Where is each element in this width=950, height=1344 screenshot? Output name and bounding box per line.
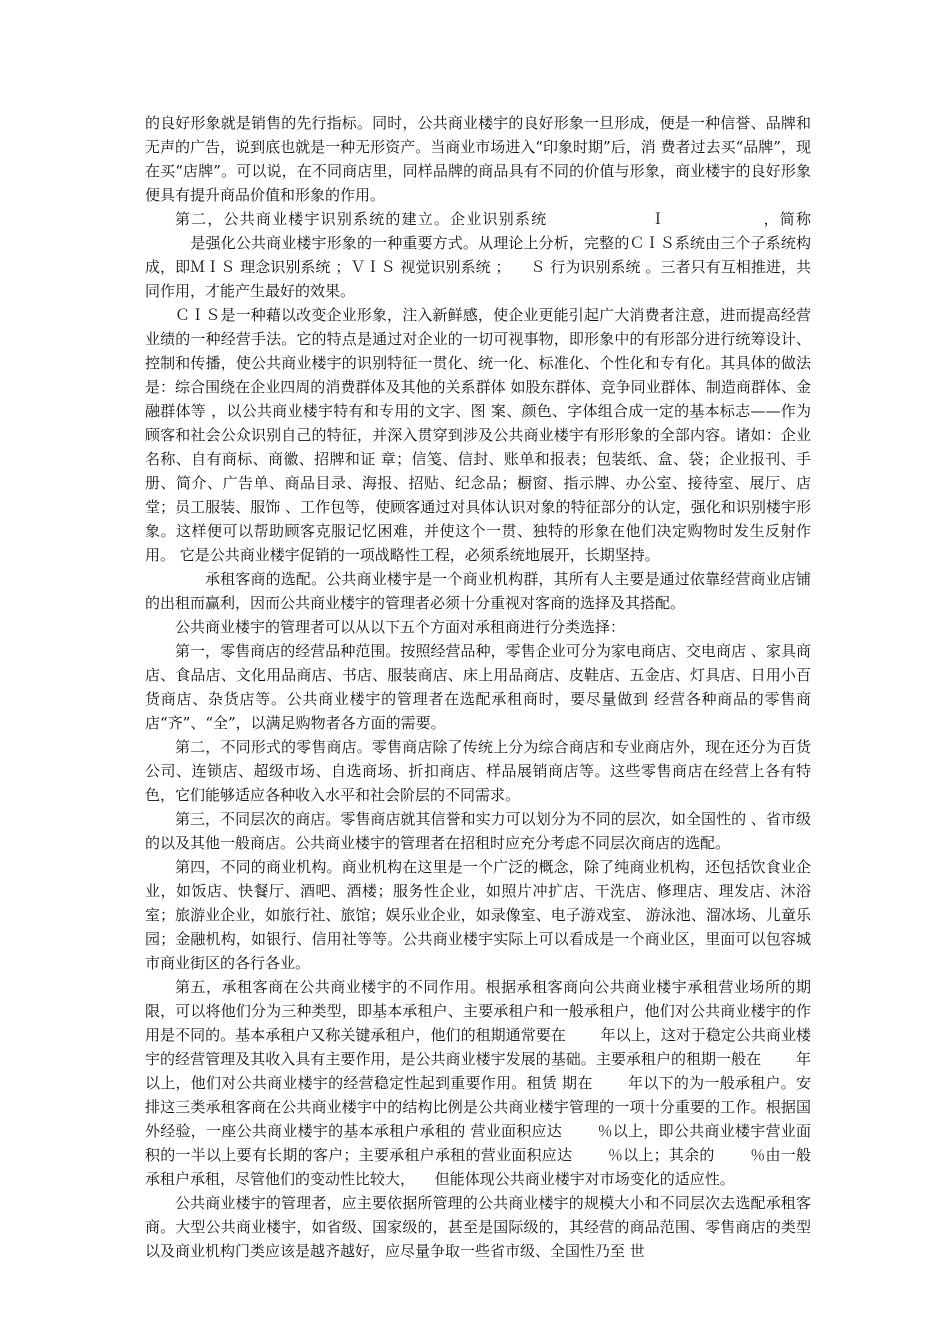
paragraph-6: 第一，零售商店的经营品种范围。按照经营品种，零售企业可分为家电商店、交电商店 、家具商店、食品店、文化用品商店、书店、服装商店、床上用品商店、皮鞋店、五金店、灯具店、日用小百货商店、杂货店等。公共商业楼宇的管理者在选配承租商时，要尽量做到 经营各种商品的零售商店“齐”、“全”，以满足购物者各方面的需要。 <box>145 642 811 732</box>
document-page <box>145 111 811 1263</box>
paragraph-11: 公共商业楼宇的管理者，应主要依据所管理的公共商业楼宇的规模大小和不同层次去选配承租客商。大型公共商业楼宇，如省级、国家级的，甚至是国际级的，其经营的商品范围、零售商店的类型以及商业机构门类应该是越齐越好，应尽量争取一些省市级、全国性乃至 世 <box>145 1194 811 1260</box>
paragraph-1: 的良好形象就是销售的先行指标。同时，公共商业楼宇的良好形象一旦形成，便是一种信誉、品牌和无声的广告，说到底也就是一种无形资产。当商业市场进入“印象时期”后，消 费者过去买“品牌”，现在买“店牌”。可以说，在不同商店里，同样品牌的商品具有不同的价值与形象，商业楼宇的良好形象便具有提升商品价值和形象的作用。 <box>145 114 811 204</box>
paragraph-10: 第五，承租客商在公共商业楼宇的不同作用。根据承租客商向公共商业楼宇承租营业场所的期限，可以将他们分为三种类型，即基本承租户、主要承租户和一般承租户，他们对公共商业楼宇的作用是不同的。基本承租户又称关键承租户，他们的租期通常要在 年以上，这对于稳定公共商业楼宇的经营管理及其收入具有主要作用，是公共商业楼宇发展的基础。主要承租户的租期一般在 年以上，他们对公共商业楼宇的经营稳定性起到重要作用。租赁 期在 年以下的为一般承租户。安排这三类承租客商在公共商业楼宇中的结构比例是公共商业楼宇管理的一项十分重要的工作。根据国外经验，一座公共商业楼宇的基本承租户承租的 营业面积应达 ％以上，即公共商业楼宇营业面积的一半以上要有长期的客户；主要承租户承租的营业面积应达 ％以上；其余的 ％由一般承租户承租，尽管他们的变动性比较大， 但能体现公共商业楼宇对市场变化的适应性。 <box>145 978 811 1188</box>
paragraph-5: 公共商业楼宇的管理者可以从以下五个方面对承租商进行分类选择： <box>175 618 626 636</box>
paragraph-7: 第二，不同形式的零售商店。零售商店除了传统上分为综合商店和专业商店外，现在还分为百货公司、连锁店、超级市场、自选商场、折扣商店、样品展销商店等。这些零售商店在经营上各有特色，它们能够适应各种收入水平和社会阶层的不同需求。 <box>145 738 811 804</box>
paragraph-4: 承租客商的选配。公共商业楼宇是一个商业机构群，其所有人主要是通过依靠经营商业店铺的出租而赢利，因而公共商业楼宇的管理者必须十分重视对客商的选择及其搭配。 <box>145 570 811 612</box>
paragraph-9: 第四，不同的商业机构。商业机构在这里是一个广泛的概念，除了纯商业机构，还包括饮食业企业，如饭店、快餐厅、酒吧、酒楼；服务性企业，如照片冲扩店、干洗店、修理店、理发店、沐浴室；旅游业企业，如旅行社、旅馆；娱乐业企业，如录像室、电子游戏室、 游泳池、溜冰场、儿童乐园；金融机构，如银行、信用社等等。公共商业楼宇实际上可以看成是一个商业区，里面可以包容城市商业街区的各行各业。 <box>145 858 811 972</box>
paragraph-8: 第三，不同层次的商店。零售商店就其信誉和实力可以划分为不同的层次，如全国性的 、省市级的以及其他一般商店。公共商业楼宇的管理者在招租时应充分考虑不同层次商店的选配。 <box>145 810 811 852</box>
paragraph-3: ＣＩＳ是一种藉以改变企业形象，注入新鲜感，使企业更能引起广大消费者注意，进而提高经营业绩的一种经营手法。它的特点是通过对企业的一切可视事物，即形象中的有形部分进行统筹设计、控制和传播，使公共商业楼宇的识别特征一贯化、统一化、标准化、个性化和专有化。其具体的做法是：综合围绕在企业四周的消费群体及其他的关系群体 如股东群体、竞争同业群体、制造商群体、金融群体等 ，以公共商业楼宇特有和专用的文字、图 案、颜色、字体组合成一定的基本标志——作为顾客和社会公众识别自己的特征，并深入贯穿到涉及公共商业楼宇有形形象的全部内容。诸如：企业名称、自有商标、商徽、招牌和证 章；信笺、信封、账单和报表；包装纸、盒、袋；企业报刊、手册、简介、广告单、商品目录、海报、招贴、纪念品；橱窗、指示牌、办公室、接待室、展厅、店堂；员工服装、服饰 、工作包等，使顾客通过对具体认识对象的特征部分的认定，强化和识别楼宇形象。这样便可以帮助顾客克服记忆困难，并使这个一贯、独特的形象在他们决定购物时发生反射作用。 它是公共商业楼宇促销的一项战略性工程，必须系统地展开，长期坚持。 <box>145 306 811 564</box>
paragraph-2: 第二，公共商业楼宇识别系统的建立。企业识别系统 Ｉ ，简称 是强化公共商业楼宇形象的一种重要方式。从理论上分析，完整的ＣＩＳ系统由三个子系统构成，即ＭＩＳ 理念识别系统 ；ＶＩＳ 视觉识别系统 ； Ｓ 行为识别系统 。三者只有互相推进，共同作用，才能产生最好的效果。 <box>145 210 811 300</box>
